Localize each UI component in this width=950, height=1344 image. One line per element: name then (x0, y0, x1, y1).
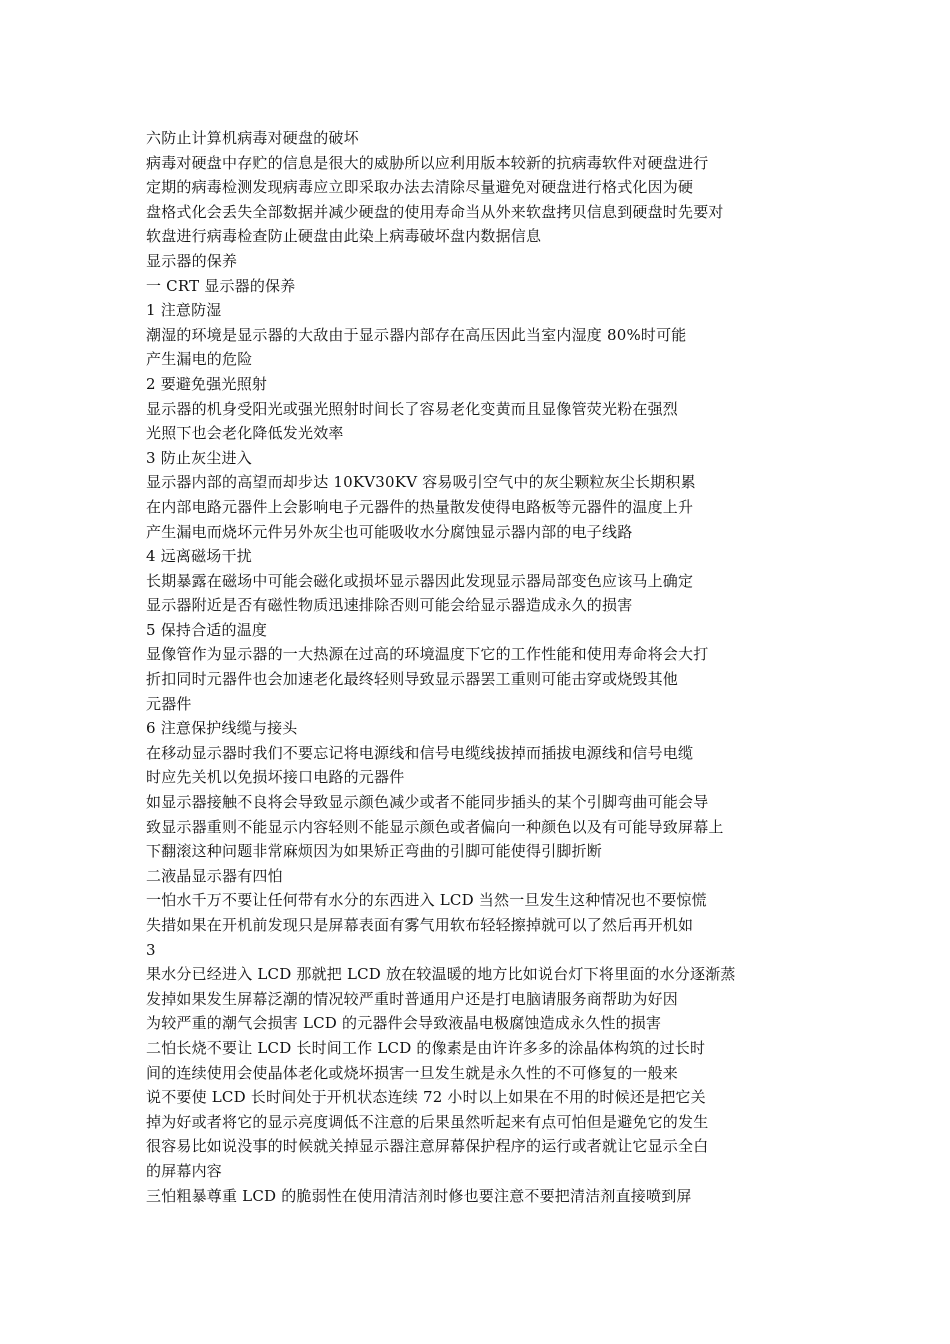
text-line: 病毒对硬盘中存贮的信息是很大的威胁所以应利用版本较新的抗病毒软件对硬盘进行 (146, 153, 709, 172)
text-line: 二怕长烧不要让 LCD 长时间工作 LCD 的像素是由许许多多的涂晶体构筑的过长时 (146, 1038, 706, 1057)
text-line: 一怕水千万不要让任何带有水分的东西进入 LCD 当然一旦发生这种情况也不要惊慌 (146, 891, 707, 910)
text-line: 2 要避免强光照射 (146, 374, 268, 393)
text-line: 时应先关机以免损坏接口电路的元器件 (146, 768, 405, 787)
text-line: 产生漏电的危险 (146, 350, 253, 369)
text-line: 定期的病毒检测发现病毒应立即采取办法去清除尽量避免对硬盘进行格式化因为硬 (146, 178, 694, 197)
text-line: 的屏幕内容 (146, 1161, 223, 1180)
text-line: 软盘进行病毒检查防止硬盘由此染上病毒破坏盘内数据信息 (146, 227, 542, 246)
document-body (146, 126, 806, 1208)
text-line: 光照下也会老化降低发光效率 (146, 424, 344, 443)
text-line: 4 远离磁场干扰 (146, 547, 252, 566)
text-line: 失措如果在开机前发现只是屏幕表面有雾气用软布轻轻擦掉就可以了然后再开机如 (146, 916, 694, 934)
text-line: 间的连续使用会使晶体老化或烧坏损害一旦发生就是永久性的不可修复的一般来 (146, 1063, 679, 1082)
text-line: 显示器的机身受阳光或强光照射时间长了容易老化变黄而且显像管荧光粉在强烈 (146, 399, 679, 418)
text-line: 掉为好或者将它的显示亮度调低不注意的后果虽然听起来有点可怕但是避免它的发生 (146, 1112, 709, 1131)
text-line: 显示器内部的高望而却步达 10KV30KV 容易吸引空气中的灰尘颗粒灰尘长期积累 (146, 473, 696, 492)
text-line: 三怕粗暴尊重 LCD 的脆弱性在使用清洁剂时修也要注意不要把清洁剂直接喷到屏 (146, 1186, 692, 1205)
text-line: 为较严重的潮气会损害 LCD 的元器件会导致液晶电极腐蚀造成永久性的损害 (146, 1014, 662, 1033)
text-line: 如显示器接触不良将会导致显示颜色减少或者不能同步插头的某个引脚弯曲可能会导 (146, 793, 709, 812)
text-line: 下翻滚这种问题非常麻烦因为如果矫正弯曲的引脚可能使得引脚折断 (146, 842, 603, 861)
text-line: 长期暴露在磁场中可能会磁化或损坏显示器因此发现显示器局部变色应该马上确定 (146, 571, 694, 590)
text-line: 盘格式化会丢失全部数据并减少硬盘的使用寿命当从外来软盘拷贝信息到硬盘时先要对 (146, 202, 724, 221)
text-line: 一 CRT 显示器的保养 (146, 276, 296, 295)
text-line: 在移动显示器时我们不要忘记将电源线和信号电缆线拔掉而插拔电源线和信号电缆 (146, 743, 694, 762)
text-line: 折扣同时元器件也会加速老化最终轻则导致显示器罢工重则可能击穿或烧毁其他 (146, 670, 679, 689)
text-line: 元器件 (146, 694, 192, 713)
text-line: 显示器附近是否有磁性物质迅速排除否则可能会给显示器造成永久的损害 (146, 596, 633, 615)
text-line: 致显示器重则不能显示内容轻则不能显示颜色或者偏向一种颜色以及有可能导致屏幕上 (146, 817, 724, 836)
text-line: 5 保持合适的温度 (146, 620, 268, 639)
text-line: 显像管作为显示器的一大热源在过高的环境温度下它的工作性能和使用寿命将会大打 (146, 645, 709, 664)
text-line: 3 (146, 940, 156, 959)
text-line: 产生漏电而烧坏元件另外灰尘也可能吸收水分腐蚀显示器内部的电子线路 (146, 522, 633, 541)
text-line: 在内部电路元器件上会影响电子元器件的热量散发使得电路板等元器件的温度上升 (146, 497, 694, 516)
text-line: 六防止计算机病毒对硬盘的破坏 (146, 129, 359, 147)
text-line: 果水分已经进入 LCD 那就把 LCD 放在较温暖的地方比如说台灯下将里面的水分逐渐蒸 (146, 965, 736, 984)
text-line: 潮湿的环境是显示器的大敌由于显示器内部存在高压因此当室内湿度 80%时可能 (146, 325, 687, 344)
text-line: 说不要使 LCD 长时间处于开机状态连续 72 小时以上如果在不用的时候还是把它关 (146, 1088, 706, 1107)
text-line: 6 注意保护线缆与接头 (146, 719, 298, 738)
text-line: 3 防止灰尘进入 (146, 448, 252, 467)
text-line: 发掉如果发生屏幕泛潮的情况较严重时普通用户还是打电脑请服务商帮助为好因 (146, 989, 679, 1008)
text-line: 很容易比如说没事的时候就关掉显示器注意屏幕保护程序的运行或者就让它显示全白 (146, 1137, 709, 1156)
text-line: 显示器的保养 (146, 251, 238, 270)
text-line: 二液晶显示器有四怕 (146, 866, 283, 885)
text-line: 1 注意防湿 (146, 301, 222, 320)
